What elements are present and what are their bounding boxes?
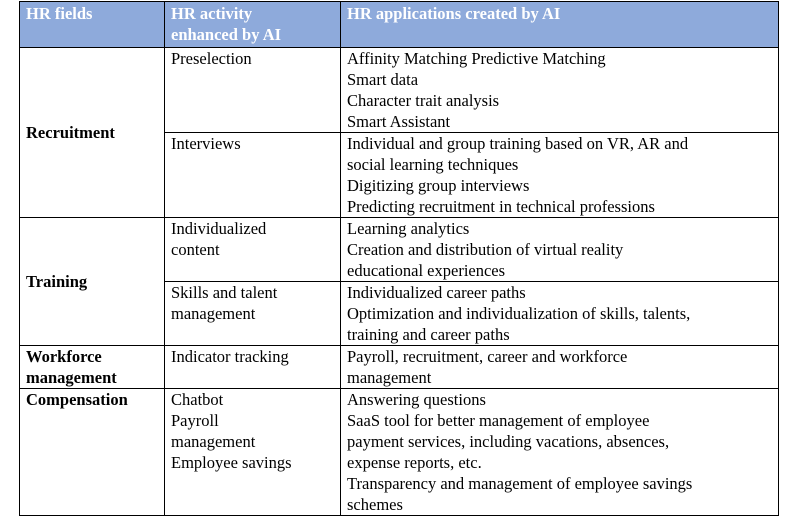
apps-individualized-content: Learning analytics Creation and distribution of virtual reality educational experiences xyxy=(341,218,779,282)
activity-preselection: Preselection xyxy=(165,48,341,133)
apps-preselection: Affinity Matching Predictive Matching Smart data Character trait analysis Smart Assistant xyxy=(341,48,779,133)
header-row xyxy=(20,2,779,48)
header-hr-activity: HR activity enhanced by AI xyxy=(165,2,341,48)
table-row xyxy=(20,346,779,389)
activity-compensation: Chatbot Payroll management Employee savings xyxy=(165,389,341,516)
table-row xyxy=(20,48,779,133)
field-training: Training xyxy=(20,218,165,346)
field-workforce-management: Workforce management xyxy=(20,346,165,389)
activity-interviews: Interviews xyxy=(165,133,341,218)
header-hr-applications: HR applications created by AI xyxy=(341,2,779,48)
activity-indicator-tracking: Indicator tracking xyxy=(165,346,341,389)
header-hr-fields: HR fields xyxy=(20,2,165,48)
field-compensation: Compensation xyxy=(20,389,165,516)
apps-skills-talent: Individualized career paths Optimization and individualization of skills, talents, training and career paths xyxy=(341,282,779,346)
table-row xyxy=(20,218,779,282)
apps-compensation: Answering questions SaaS tool for better management of employee payment services, including vacations, absences, expense reports, etc. Transparency and management of employee savings schemes xyxy=(341,389,779,516)
activity-individualized-content: Individualized content xyxy=(165,218,341,282)
apps-interviews: Individual and group training based on VR, AR and social learning techniques Digitizing group interviews Predicting recruitment in technical professions xyxy=(341,133,779,218)
table-row xyxy=(20,389,779,516)
hr-ai-table xyxy=(19,1,779,516)
apps-indicator-tracking: Payroll, recruitment, career and workforce management xyxy=(341,346,779,389)
field-recruitment: Recruitment xyxy=(20,48,165,218)
activity-skills-talent: Skills and talent management xyxy=(165,282,341,346)
